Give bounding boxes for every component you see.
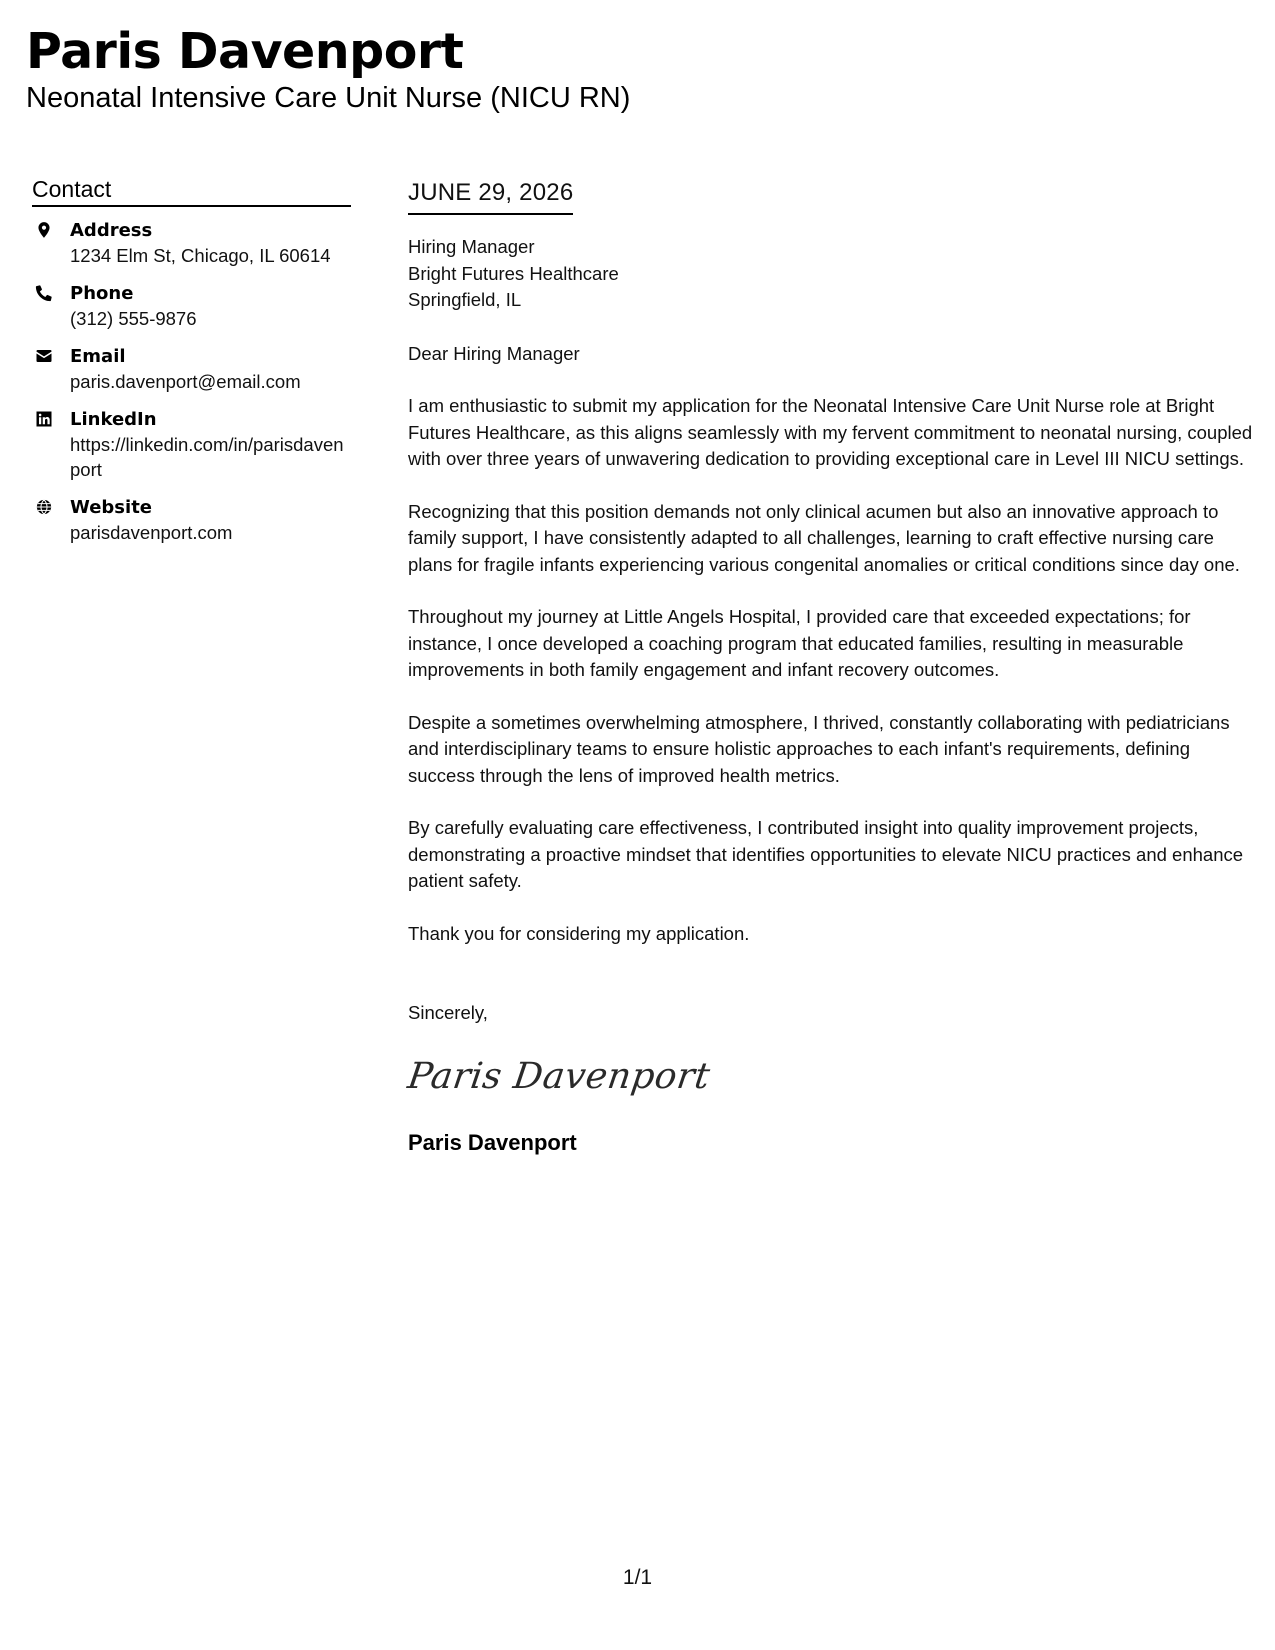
phone-icon [35, 284, 53, 304]
contact-label: LinkedIn [70, 409, 157, 430]
contact-heading: Contact [32, 174, 351, 207]
recipient-block [408, 234, 1253, 314]
contact-item-website [32, 496, 351, 545]
phone-value: (312) 555-9876 [70, 308, 197, 329]
contact-item-address [32, 219, 351, 268]
letter-paragraph: Recognizing that this position demands not only clinical acumen but also an innovative approach to family support, I have consistently adapted to all challenges, learning to craft effective nursing care plans for fragile infants experiencing various congenital anomalies or critical conditions since day one. [408, 500, 1240, 575]
recipient-line: Hiring Manager [408, 236, 535, 257]
contact-label: Email [70, 346, 126, 367]
closing: Sincerely, [408, 1002, 488, 1023]
applicant-name: Paris Davenport [26, 23, 464, 80]
contact-label: Phone [70, 283, 134, 304]
contact-label: Website [70, 497, 153, 518]
job-title: Neonatal Intensive Care Unit Nurse (NICU RN) [26, 82, 631, 114]
signer-name: Paris Davenport [408, 1129, 577, 1155]
linkedin-value[interactable]: https://linkedin.com/in/parisdavenport [70, 434, 344, 480]
letter-paragraph: Throughout my journey at Little Angels Hospital, I provided care that exceeded expectations; for instance, I once developed a coaching program that educated families, resulting in measurable improvements in both family engagement and infant recovery outcomes. [408, 606, 1191, 680]
envelope-icon [35, 347, 53, 367]
contact-item-email [32, 345, 351, 394]
resume-header [26, 22, 630, 115]
handwritten-signature: Paris Davenport [405, 1055, 713, 1097]
map-pin-icon [35, 221, 53, 241]
address-value: 1234 Elm St, Chicago, IL 60614 [70, 245, 331, 266]
email-value[interactable]: paris.davenport@email.com [70, 371, 301, 392]
contact-item-phone [32, 282, 351, 331]
contact-item-linkedin [32, 408, 351, 482]
letter-paragraph: I am enthusiastic to submit my application for the Neonatal Intensive Care Unit Nurse role at Bright Futures Healthcare, as this aligns seamlessly with my fervent commitment to neonatal nursing, coupled with over three years of unwavering dedication to providing exceptional care in Level III NICU settings. [408, 395, 1253, 469]
recipient-line: Bright Futures Healthcare [408, 262, 619, 284]
letter-date: JUNE 29, 2026 [408, 178, 573, 215]
contact-sidebar [32, 174, 351, 559]
salutation: Dear Hiring Manager [408, 342, 580, 364]
recipient-line: Springfield, IL [408, 289, 522, 310]
linkedin-icon [35, 410, 53, 430]
letter-paragraph: Despite a sometimes overwhelming atmosphere, I thrived, constantly collaborating with pediatricians and interdisciplinary teams to ensure holistic approaches to each infant's requirements, defining success through the lens of improved health metrics. [408, 711, 1230, 786]
letter-paragraph: By carefully evaluating care effectiveness, I contributed insight into quality improvement projects, demonstrating a proactive mindset that identifies opportunities to elevate NICU practices and enhance patient safety. [408, 817, 1244, 891]
contact-label: Address [70, 220, 153, 241]
page-number: 1/1 [622, 1566, 653, 1589]
globe-icon [35, 498, 53, 518]
cover-letter-body [405, 178, 1253, 1157]
website-value[interactable]: parisdavenport.com [70, 522, 233, 543]
letter-paragraph: Thank you for considering my application. [408, 922, 750, 944]
